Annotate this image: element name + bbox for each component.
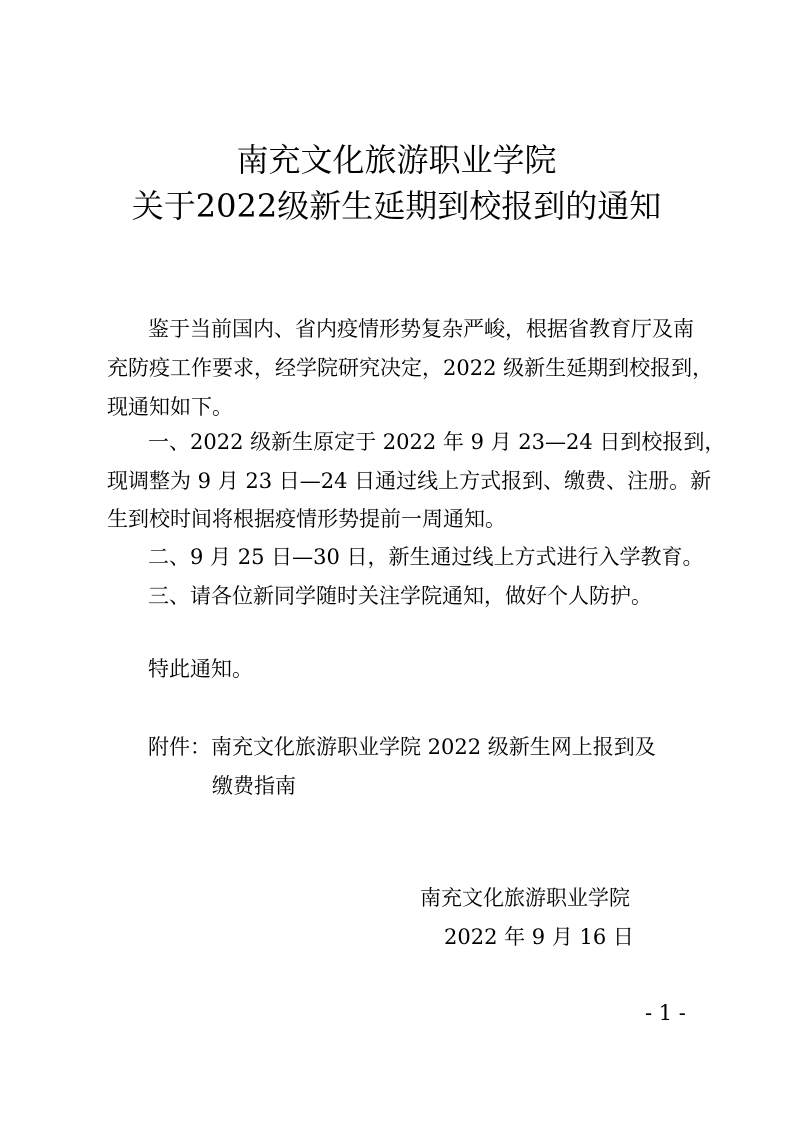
signature-date: 2022 年 9 月 16 日 <box>444 925 634 949</box>
paragraph-line: 一、2022 级新生原定于 2022 年 9 月 23—24 日到校报到， <box>148 430 726 454</box>
paragraph-line: 生到校时间将根据疫情形势提前一周通知。 <box>107 507 506 531</box>
paragraph-line: 充防疫工作要求，经学院研究决定，2022 级新生延期到校报到， <box>107 356 714 380</box>
attachment-line: 附件：南充文化旅游职业学院 2022 级新生网上报到及 <box>148 735 656 759</box>
paragraph-line: 鉴于当前国内、省内疫情形势复杂严峻，根据省教育厅及南 <box>148 317 694 341</box>
attachment-line: 缴费指南 <box>212 774 296 798</box>
page-number: - 1 - <box>645 1001 686 1025</box>
item-3-paragraph: 三、请各位新同学随时关注学院通知，做好个人防护。 <box>148 584 652 608</box>
paragraph-line: 现通知如下。 <box>107 395 233 419</box>
closing-text: 特此通知。 <box>148 657 253 681</box>
document-title-line-2: 关于2022级新生延期到校报到的通知 <box>131 187 662 225</box>
item-2-paragraph: 二、9 月 25 日—30 日，新生通过线上方式进行入学教育。 <box>148 545 704 569</box>
paragraph-line: 现调整为 9 月 23 日—24 日通过线上方式报到、缴费、注册。新 <box>107 469 712 493</box>
document-title-line-1: 南充文化旅游职业学院 <box>236 141 557 179</box>
signature-org: 南充文化旅游职业学院 <box>420 886 630 910</box>
